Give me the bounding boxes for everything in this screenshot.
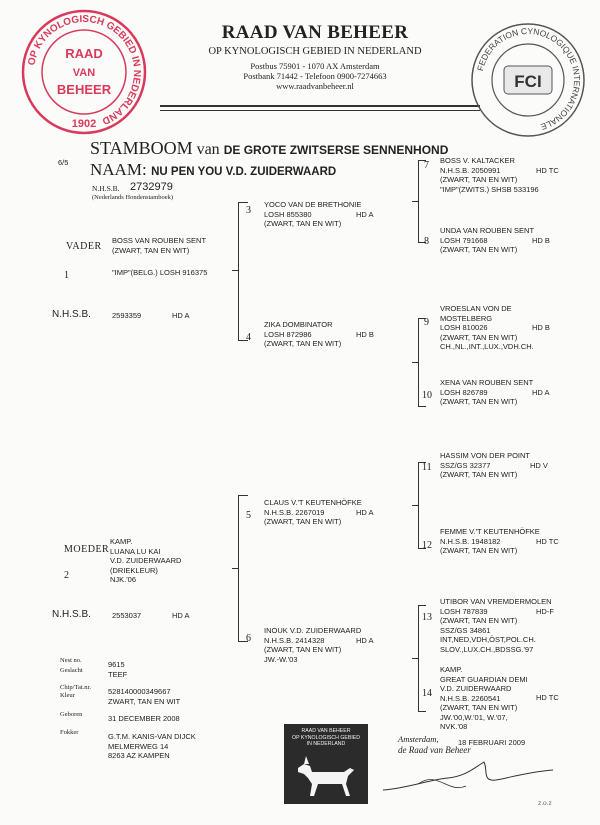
chip-label: Chip/Tat.nr. — [60, 684, 91, 691]
fci-seal — [470, 22, 586, 138]
vader-reg-value: 2593359 — [112, 311, 142, 320]
ggp8-reg: LOSH 791668 — [440, 235, 488, 245]
ggp10-index: 10 — [422, 390, 432, 401]
bracket-moeder — [238, 495, 239, 641]
gp6-hd: HD A — [356, 635, 374, 645]
stamp-line-1: RAAD VAN BEHEER — [301, 728, 351, 734]
gp4-hd: HD B — [356, 329, 374, 339]
gp6-color: (ZWART, TAN EN WIT) — [264, 645, 342, 654]
moeder-label: MOEDER — [64, 544, 110, 555]
gp6-title: JW.-W.'03 — [264, 654, 298, 664]
nhsb-value: 2732979 — [130, 181, 173, 193]
bracket-gp4 — [418, 318, 419, 406]
moeder-hd: HD A — [172, 611, 190, 620]
color-label: Kleur — [60, 692, 75, 699]
gp3-name: YOCO VAN DE BRETHONIE — [264, 200, 362, 209]
ggp9-titles: CH.,NL.,INT.,LUX.,VDH.CH. — [440, 342, 534, 351]
address-line-2: Postbank 71442 - Telefoon 0900-7274663 — [243, 71, 387, 81]
naam-label: NAAM: — [90, 160, 147, 179]
fci-logo-text: FCI — [514, 72, 542, 91]
dog-silhouette-icon — [284, 750, 368, 802]
moeder-title: KAMP. — [110, 537, 133, 546]
ggp12-hd: HD TC — [536, 536, 559, 546]
vader-reg-label: N.H.S.B. — [52, 309, 91, 320]
signature-date: 18 FEBRUARI 2009 — [458, 738, 526, 747]
ggp7-hd: HD TC — [536, 165, 559, 175]
seal-year: 1902 — [71, 118, 97, 130]
ggp11-hd: HD V — [530, 460, 548, 470]
breeder-street: MELMERWEG 14 — [108, 741, 169, 751]
ggp11-color: (ZWART, TAN EN WIT) — [440, 470, 518, 479]
sex-value: TEEF — [108, 670, 128, 679]
org-title: RAAD VAN BEHEER — [221, 22, 409, 43]
gp5-reg: N.H.S.B. 2267019 — [264, 507, 325, 517]
vader-index: 1 — [64, 270, 69, 281]
nest-value: 9615 — [108, 660, 125, 669]
seal-ring-text: OP KYNOLOGISCH GEBIED IN NEDERLAND — [26, 13, 143, 127]
chip-value: 528140000349667 — [108, 687, 171, 696]
seal-center-3: BEHEER — [56, 82, 112, 97]
website[interactable]: www.raadvanbeheer.nl — [276, 81, 354, 91]
nest-label: Nest no. — [60, 657, 82, 664]
gp6-name: INOUK V.D. ZUIDERWAARD — [264, 626, 362, 635]
ggp13-hd: HD-F — [536, 606, 554, 616]
gp4-name: ZIKA DOMBINATOR — [264, 320, 333, 329]
seal-center-2: VAN — [72, 67, 96, 79]
breed-name: DE GROTE ZWITSERSE SENNENHOND — [223, 143, 449, 157]
ggp12-color: (ZWART, TAN EN WIT) — [440, 546, 518, 555]
stamp-line-2: OP KYNOLOGISCH GEBIED — [292, 734, 360, 741]
bracket-gp6 — [418, 605, 419, 711]
moeder-reg-value: 2553037 — [112, 611, 142, 620]
signature-scribble — [378, 750, 558, 800]
ggp11-index: 11 — [422, 462, 432, 473]
gp4-color: (ZWART, TAN EN WIT) — [264, 339, 342, 348]
moeder-reg-label: N.H.S.B. — [52, 609, 91, 620]
ggp12-index: 12 — [422, 540, 432, 551]
ggp9-name: VROESLAN VON DE — [440, 304, 512, 313]
stamboom-van: van — [196, 141, 220, 158]
page-number: 6/5 — [58, 158, 69, 167]
stamp-line-3: IN NEDERLAND — [306, 741, 346, 747]
vader-import: "IMP"(BELG.) LOSH 916375 — [112, 268, 208, 277]
header-rule-thin — [160, 110, 480, 111]
header-rule — [160, 105, 480, 107]
nhsb-label: N.H.S.B. — [92, 184, 120, 193]
gp5-hd: HD A — [356, 507, 374, 517]
ggp13-name: UTIBOR VAN VREMDERMOLEN — [440, 597, 552, 606]
signature-place: Amsterdam, — [398, 734, 439, 744]
raad-van-beheer-seal — [20, 8, 148, 136]
ggp14-reg: N.H.S.B. 2260541 — [440, 693, 501, 703]
color-value: ZWART, TAN EN WIT — [108, 697, 181, 706]
vader-name: BOSS VAN ROUBEN SENT — [112, 236, 207, 245]
org-subtitle: OP KYNOLOGISCH GEBIED IN NEDERLAND — [208, 46, 422, 57]
footer-zoz: z.o.z — [538, 800, 552, 807]
moeder-title-2: NJK.'06 — [110, 575, 137, 584]
born-label: Geboren — [60, 711, 83, 718]
ggp14-kennel: V.D. ZUIDERWAARD — [440, 684, 512, 693]
moeder-kennel: V.D. ZUIDERWAARD — [110, 556, 182, 565]
ggp14-index: 14 — [422, 688, 432, 699]
signature-by: de Raad van Beheer — [398, 745, 471, 755]
gp5-name: CLAUS V.'T KEUTENHÖFKE — [264, 498, 362, 507]
ggp14-titles-2: NVK.'08 — [440, 722, 468, 731]
fci-ring-text: FEDERATION CYNOLOGIQUE INTERNATIONALE — [474, 25, 583, 133]
breeder-name: G.T.M. KANIS-VAN DIJCK — [108, 732, 196, 741]
gp5-index: 5 — [246, 510, 251, 521]
nhsb-subtitle: (Nederlands Hondenstamboek) — [92, 194, 174, 201]
born-value: 31 DECEMBER 2008 — [108, 714, 180, 723]
bracket-gp5 — [418, 462, 419, 548]
bracket-gp3 — [418, 160, 419, 242]
vader-hd: HD A — [172, 311, 190, 320]
ggp13-titles: INT,NED,VDH,ÖST,POL.CH. — [440, 635, 536, 644]
dog-name: NU PEN YOU V.D. ZUIDERWAARD — [151, 166, 337, 178]
ggp9-name-2: MOSTELBERG — [440, 313, 493, 323]
ggp11-name: HASSIM VON DER POINT — [440, 451, 531, 460]
ggp8-name: UNDA VAN ROUBEN SENT — [440, 226, 535, 235]
gp4-index: 4 — [246, 332, 251, 343]
ggp8-color: (ZWART, TAN EN WIT) — [440, 245, 518, 254]
seal-center-1: RAAD — [65, 46, 103, 61]
ggp9-color: (ZWART, TAN EN WIT) — [440, 332, 518, 342]
moeder-color: (DRIEKLEUR) — [110, 565, 158, 575]
vader-color: (ZWART, TAN EN WIT) — [112, 245, 190, 255]
gp3-color: (ZWART, TAN EN WIT) — [264, 219, 342, 228]
vader-label: VADER — [66, 241, 102, 252]
ggp13-color: (ZWART, TAN EN WIT) — [440, 616, 518, 625]
sex-label: Geslacht — [60, 667, 83, 674]
ggp10-color: (ZWART, TAN EN WIT) — [440, 397, 518, 406]
ggp9-hd: HD B — [532, 323, 550, 332]
ggp7-index: 7 — [424, 160, 429, 171]
gp3-reg: LOSH 855380 — [264, 209, 312, 219]
gp3-hd: HD A — [356, 209, 374, 219]
ggp14-color: (ZWART, TAN EN WIT) — [440, 703, 518, 712]
ggp14-titles: JW.'00,W.'01, W.'07, — [440, 712, 508, 722]
ggp10-name: XENA VAN ROUBEN SENT — [440, 378, 534, 387]
ggp14-title: KAMP. — [440, 665, 463, 674]
ggp13-reg-2: SSZ/GS 34861 — [440, 625, 491, 635]
gp6-reg: N.H.S.B. 2414328 — [264, 635, 325, 645]
ggp8-hd: HD B — [532, 235, 550, 245]
ggp10-hd: HD A — [532, 387, 550, 397]
ggp9-reg: LOSH 810026 — [440, 323, 488, 332]
bracket-vader — [238, 202, 239, 340]
gp5-color: (ZWART, TAN EN WIT) — [264, 517, 342, 526]
raad-stamp — [284, 724, 368, 804]
ggp7-reg: N.H.S.B. 2050991 — [440, 165, 501, 175]
ggp8-index: 8 — [424, 236, 429, 247]
ggp7-color: (ZWART, TAN EN WIT) — [440, 175, 518, 184]
gp3-index: 3 — [246, 205, 251, 216]
ggp7-name: BOSS V. KALTACKER — [440, 156, 515, 165]
gp4-reg: LOSH 872986 — [264, 329, 312, 339]
ggp7-import: "IMP"(ZWITS.) SHSB 533196 — [440, 184, 539, 194]
ggp12-name: FEMME V.'T KEUTENHÖFKE — [440, 527, 540, 536]
ggp11-reg: SSZ/GS 32377 — [440, 460, 491, 470]
ggp12-reg: N.H.S.B. 1948182 — [440, 536, 501, 546]
moeder-name: LUANA LU KAI — [110, 546, 161, 556]
ggp9-index: 9 — [424, 317, 429, 328]
ggp13-reg: LOSH 787839 — [440, 606, 488, 616]
breeder-city: 8263 AZ KAMPEN — [108, 751, 170, 760]
breeder-label: Fokker — [60, 729, 79, 736]
address-line-1: Postbus 75901 - 1070 AX Amsterdam — [250, 61, 380, 71]
stamboom-label: STAMBOOM — [90, 138, 193, 158]
ggp10-reg: LOSH 826789 — [440, 387, 488, 397]
ggp14-hd: HD TC — [536, 693, 559, 702]
ggp14-name: GREAT GUARDIAN DEMI — [440, 674, 528, 684]
ggp13-titles-2: SLOV.,LUX.CH.,BDSSG.'97 — [440, 644, 534, 654]
ggp13-index: 13 — [422, 612, 432, 623]
gp6-index: 6 — [246, 633, 251, 644]
moeder-index: 2 — [64, 570, 69, 581]
